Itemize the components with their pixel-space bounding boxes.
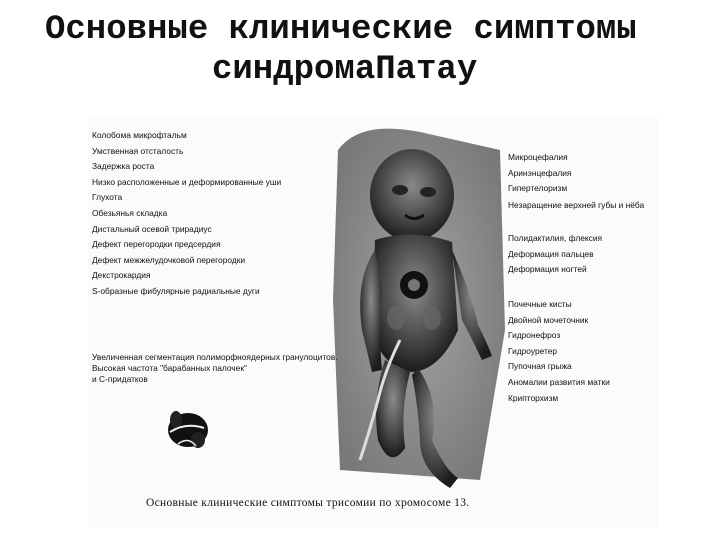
right-symptom-list-1: [508, 150, 658, 213]
figure-caption: Основные клинические симптомы трисомии по хромосоме 13.: [146, 497, 470, 509]
chromosome-icon: [168, 411, 208, 448]
list-item: Высокая частота "барабанных палочек": [92, 363, 247, 373]
list-item: Колобома микрофтальм: [92, 130, 187, 140]
left-symptom-list: [92, 128, 342, 300]
list-item: Двойной мочеточник: [508, 314, 589, 325]
list-item: Гидроуретер: [508, 345, 558, 356]
list-item: Обезьянья складка: [92, 207, 168, 218]
list-item: и С-придатков: [92, 374, 148, 384]
list-item: Пупочная грыжа: [508, 361, 572, 372]
list-item: Деформация пальцев: [508, 248, 594, 259]
list-item: Гидронефроз: [508, 330, 561, 341]
list-item: Глухота: [92, 192, 123, 203]
list-item: Аномалии развития матки: [508, 376, 610, 387]
left-lower-notes: [92, 352, 342, 385]
list-item: Дистальный осевой трирадиус: [92, 223, 212, 234]
list-item: Почечные кисты: [508, 299, 572, 309]
list-item: Крипторхизм: [508, 392, 559, 403]
list-item: Низко расположенные и деформированные уши: [92, 176, 282, 187]
list-item: Полидактилия, флексия: [508, 233, 603, 243]
list-item: Микроцефалия: [508, 152, 568, 162]
list-item: Задержка роста: [92, 161, 155, 172]
title-line-1: Основные клинические симптомы: [45, 11, 637, 49]
list-item: Дефект межжелудочковой перегородки: [92, 254, 246, 265]
list-item: Умственная отсталость: [92, 145, 184, 156]
list-item: Гипертелоризм: [508, 183, 568, 194]
list-item: Деформация ногтей: [508, 264, 587, 275]
list-item: Увеличенная сегментация полиморфноядерных гранулоцитов.: [92, 352, 338, 362]
list-item: Дефект перегородки предсердия: [92, 239, 221, 250]
list-item: S-образные фибулярные радиальные дуги: [92, 285, 260, 296]
list-item: Незаращение верхней губы и нёба: [508, 199, 645, 210]
list-item: Декстрокардия: [92, 270, 151, 281]
title-line-2: синдромаПатау: [212, 51, 478, 89]
right-symptom-list-3: [508, 297, 658, 406]
right-symptom-list-2: [508, 231, 658, 278]
list-item: Аринэнцефалия: [508, 167, 572, 178]
